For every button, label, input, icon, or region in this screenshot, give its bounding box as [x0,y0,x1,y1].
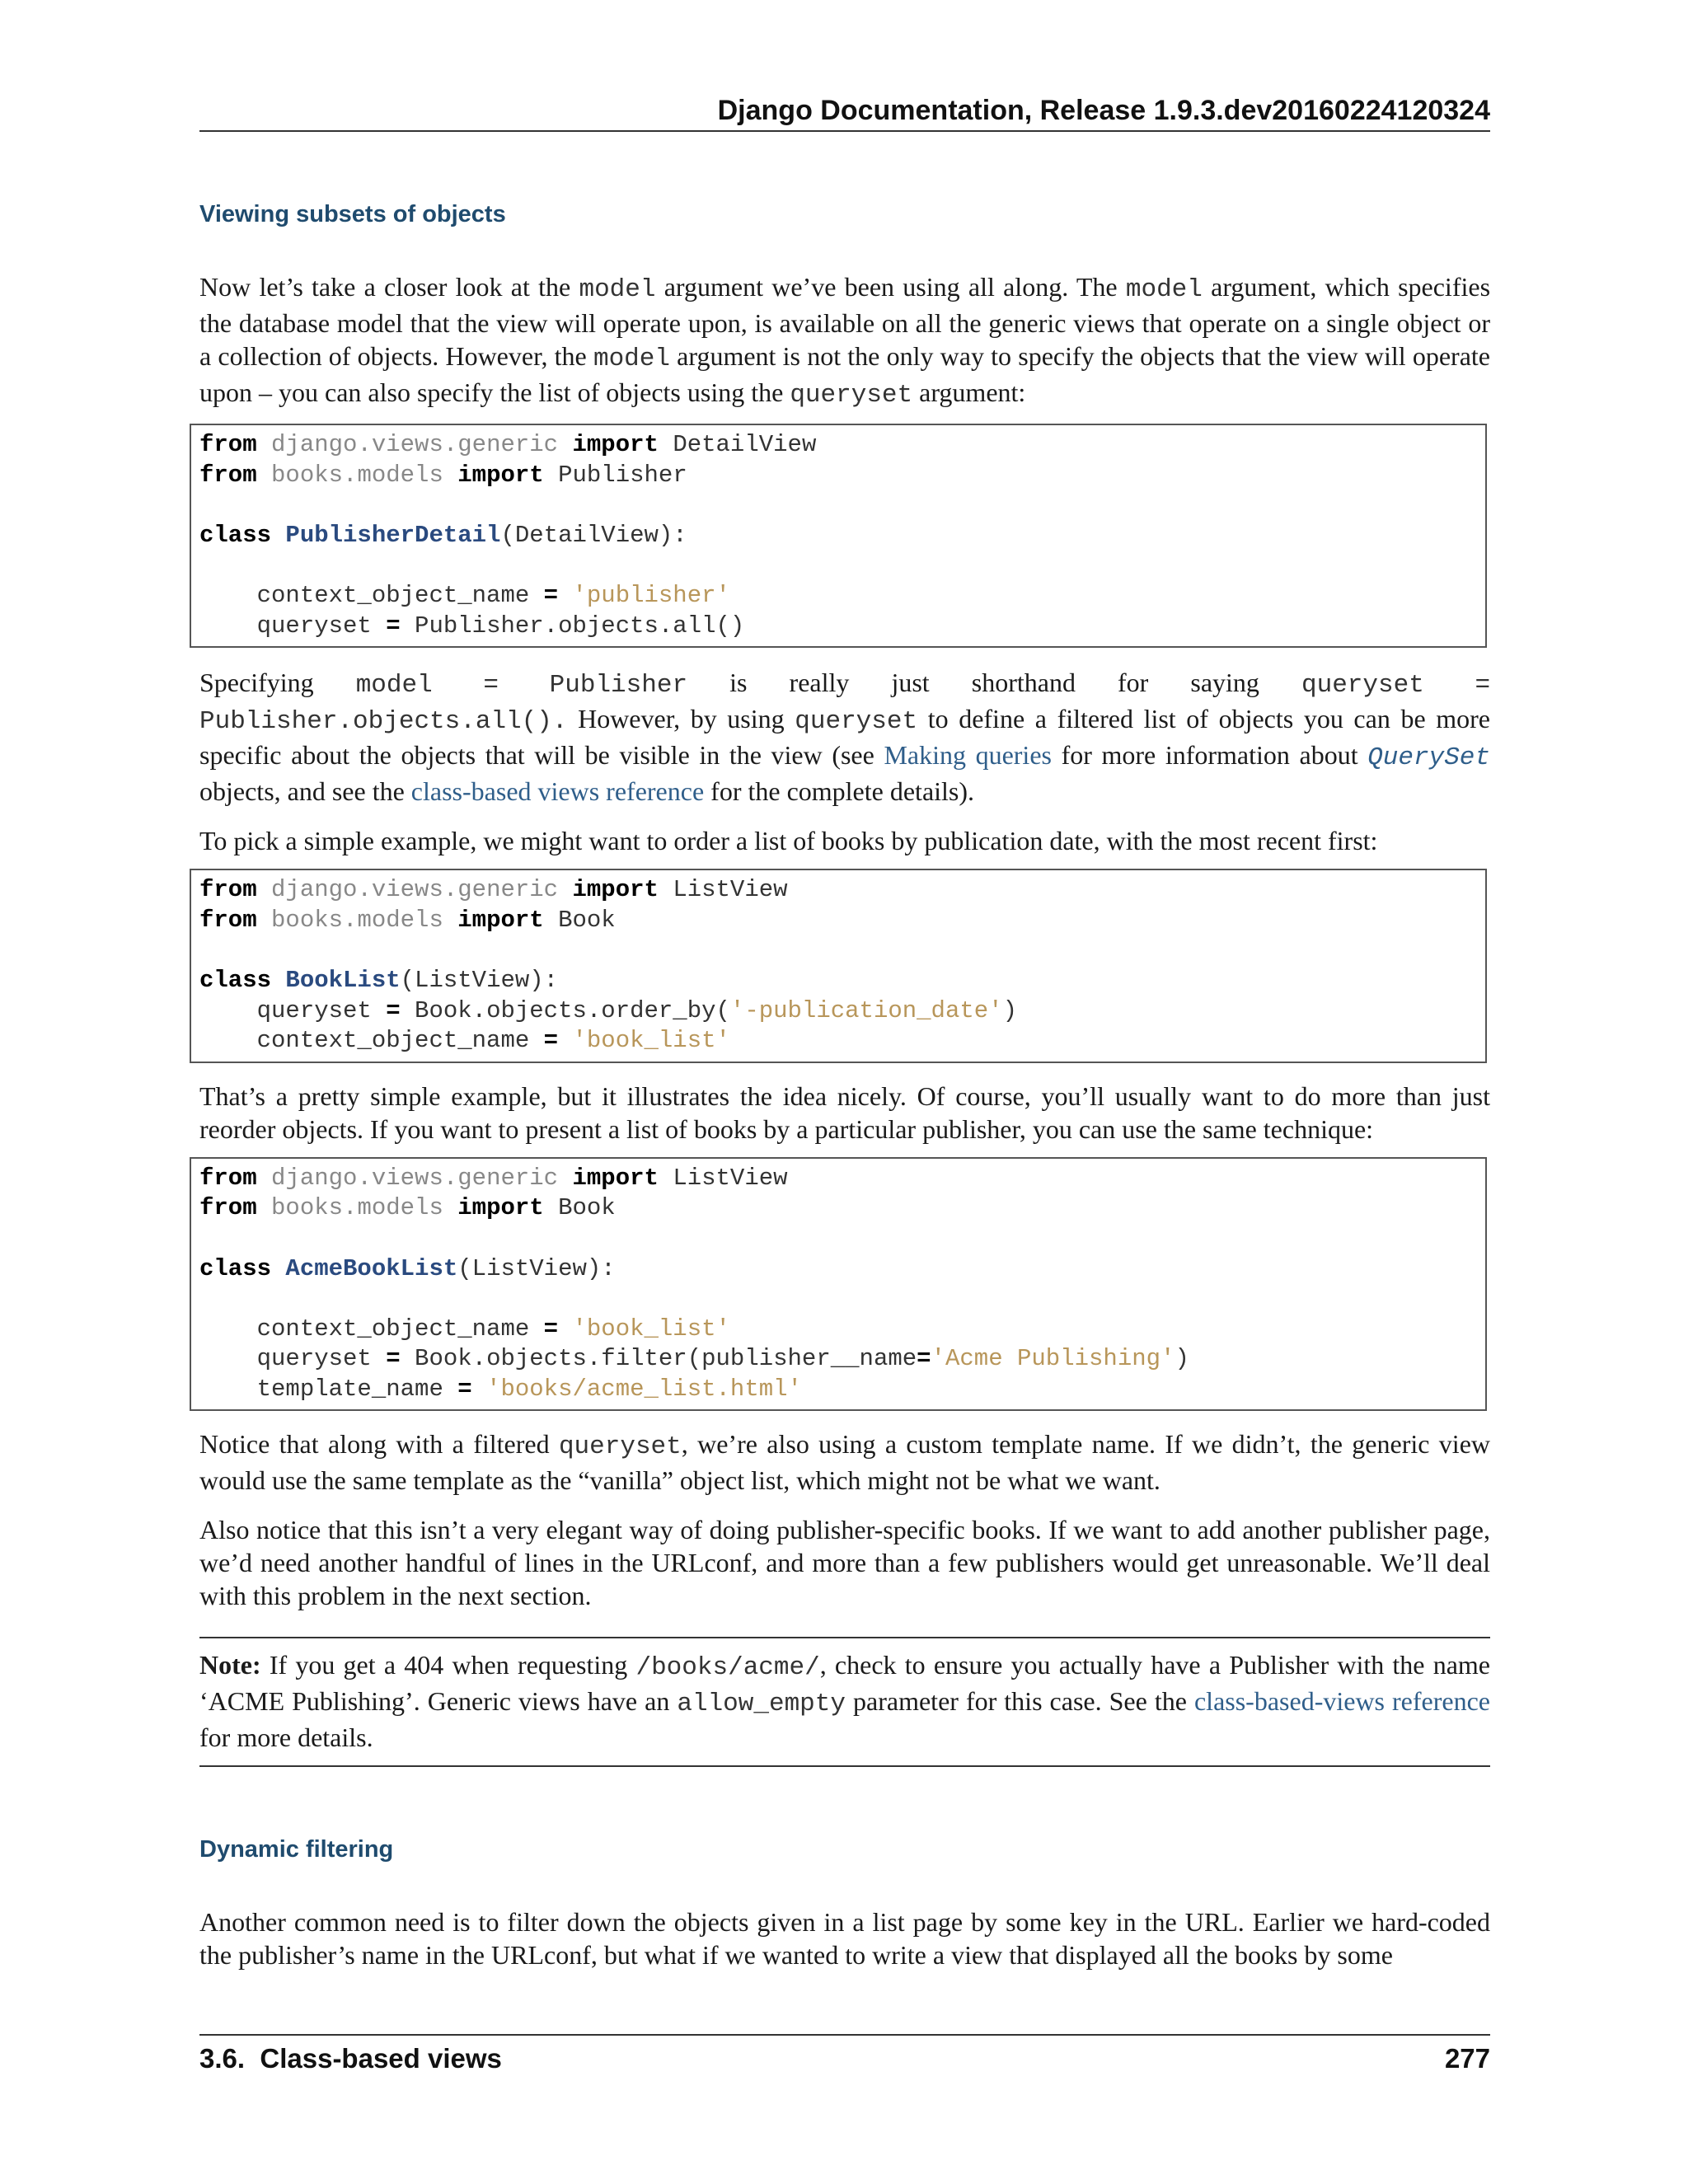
code-line [199,875,1477,906]
code-string: 'books/acme_list.html' [471,1375,802,1403]
code-operator: = [543,1027,559,1055]
inline-code: queryset [558,1432,682,1462]
queryset-link[interactable]: QuerySet [1367,743,1491,773]
paragraph-model-argument [199,270,1490,412]
code-text: context_object_name [199,581,544,609]
code-keyword: import [572,431,659,458]
code-module: django.views.generic [256,1164,573,1192]
code-line [199,906,1477,936]
text: However, by using [567,704,795,734]
code-text: context_object_name [199,1027,544,1055]
inline-code: queryset = [1301,671,1491,701]
code-keyword: class [199,1254,272,1282]
footer-section-title: 3.6. Class-based views [199,2043,502,2074]
section-heading-dynamic-filtering: Dynamic filtering [199,1836,394,1863]
text: argument we’ve been using all along. The [655,272,1126,302]
text: to define a filtered list of objects you can be more specific about the objects that will be visible in the view (see [199,704,1491,771]
inline-code: queryset [790,381,913,410]
code-line [199,996,1477,1027]
paragraph-line [199,666,1490,702]
text: for more details. [199,1722,373,1753]
footer-rule [199,2034,1490,2036]
code-keyword: import [457,461,544,489]
word: for [1118,668,1149,698]
text: objects, and see the [199,776,411,807]
code-line [199,461,1477,491]
code-keyword: import [457,1194,544,1222]
code-keyword: class [199,966,272,994]
content [199,198,1490,1971]
code-line-blank [199,1224,1477,1254]
text: parameter for this case. See the [846,1686,1194,1717]
text: for the complete details). [704,776,975,807]
code-line [199,521,1477,551]
code-keyword: import [572,876,659,904]
paragraph-dynamic-filtering: Another common need is to filter down the objects given in a list page by some key in the URL. Earlier we hard-coded the publisher’s name in the URLconf, but what if we wanted to write a view that displayed all the books by some [199,1907,1490,1971]
code-text: (DetailView): [500,521,687,549]
text: argument, which specifies the database model that the view will operate upon, is available on all the generic views that operate on a single object or a collection of objects. However, the [199,272,1491,371]
code-keyword: from [199,1194,257,1222]
code-operator: = [917,1345,931,1373]
code-text: ListView [658,876,788,904]
code-string: 'publisher' [558,581,730,609]
code-text: Publisher [543,461,687,489]
word: Specifying [199,668,314,698]
code-line [199,1193,1477,1224]
code-keyword: from [199,876,257,904]
code-keyword: from [199,1164,257,1192]
text: Notice that along with a filtered [199,1429,559,1460]
page-number: 277 [1444,2043,1490,2074]
code-keyword: import [572,1164,659,1192]
code-line [199,1026,1477,1057]
code-module: books.models [256,906,458,934]
code-line [199,612,1477,642]
word: shorthand [971,668,1076,698]
code-line-blank [199,551,1477,581]
paragraph-filtered-queryset [199,1427,1490,1497]
code-line-blank [199,1284,1477,1315]
note-label: Note: [199,1650,261,1680]
code-text: ListView [658,1164,788,1192]
note-box [199,1637,1490,1767]
code-line [199,581,1477,612]
word: really [789,668,850,698]
code-text: template_name [199,1375,458,1403]
code-text: ) [1175,1345,1189,1373]
code-module: django.views.generic [256,876,573,904]
code-text: (ListView): [400,966,559,994]
code-string: 'book_list' [558,1027,730,1055]
code-line [199,1375,1477,1405]
code-text: DetailView [658,431,817,458]
code-class-name: PublisherDetail [285,521,501,549]
paragraph-body [199,702,1490,808]
code-text: Book [543,1194,616,1222]
inline-code: model [579,275,656,304]
text: argument is not the only way to specify the objects that the view will operate upon – you can also specify the list of objects using the [199,341,1491,407]
code-block-book-list [190,869,1487,1063]
code-text: queryset [199,996,387,1024]
code-text: Publisher.objects.all() [400,612,745,640]
text: , check to ensure you actually have a Publisher with the name ‘ACME Publishing’. Generic views have an [199,1650,1491,1717]
text: argument: [912,377,1026,407]
code-text: Book [543,906,616,934]
code-module: books.models [256,1194,458,1222]
running-header: Django Documentation, Release 1.9.3.dev20160224120324 [717,95,1490,126]
header-rule [199,130,1490,132]
code-text: Book.objects.filter(publisher__name [400,1345,917,1373]
code-block-acme-book-list [190,1157,1487,1412]
paragraph-not-elegant: Also notice that this isn’t a very elegant way of doing publisher-specific books. If we want to add another publisher page, we’d need another handful of lines in the URLconf, and more than a few publishers would get unreasonable. We’ll deal with this problem in the next section. [199,1515,1490,1611]
inline-code: model [593,344,670,373]
section-heading-viewing-subsets: Viewing subsets of objects [199,201,506,227]
code-keyword: from [199,431,257,458]
word: just [891,668,930,698]
code-operator: = [543,1315,559,1343]
code-text: queryset [199,612,387,640]
paragraph-simple-example: That’s a pretty simple example, but it illustrates the idea nicely. Of course, you’ll usually want to do more than just reorder objects. If you want to present a list of books by a particular publisher, you can use the same technique: [199,1080,1490,1144]
code-module: books.models [256,461,458,489]
class-based-views-reference-link[interactable]: class-based-views reference [1193,1686,1491,1717]
code-string: 'Acme Publishing' [931,1345,1175,1373]
code-block-publisher-detail [190,424,1487,648]
code-text: context_object_name [199,1315,544,1343]
inline-code: /books/acme/ [635,1653,820,1683]
text: Now let’s take a closer look at the [199,272,579,302]
code-class-name: AcmeBookList [285,1254,458,1282]
code-text: Book.objects.order_by( [400,996,730,1024]
code-line [199,430,1477,461]
code-keyword: import [457,906,544,934]
code-operator: = [386,1345,401,1373]
note-text [199,1648,1490,1754]
inline-code: model = Publisher [355,671,688,701]
inline-code: Publisher.objects.all(). [199,707,568,737]
code-operator: = [543,581,559,609]
text: If you get a 404 when requesting [260,1650,636,1680]
code-string: '-publication_date' [729,996,1003,1024]
word: is [729,668,748,698]
code-string: 'book_list' [558,1315,730,1343]
paragraph-specifying [199,666,1490,808]
code-keyword: from [199,906,257,934]
class-based-views-reference-link[interactable]: class-based views reference [410,776,705,807]
inline-code: allow_empty [677,1690,846,1719]
code-line [199,1254,1477,1285]
word: saying [1190,668,1259,698]
making-queries-link[interactable]: Making queries [884,740,1052,771]
code-text: (ListView): [457,1254,616,1282]
code-operator: = [386,996,401,1024]
inline-code: model [1125,275,1203,304]
inline-code: queryset [795,707,918,737]
code-operator: = [386,612,401,640]
code-text: ) [1002,996,1017,1024]
text: , we’re also using a custom template name. If we didn’t, the generic view would use the same template as the “vanilla” object list, which might not be what we want. [199,1429,1491,1496]
code-line-blank [199,935,1477,966]
code-line [199,1344,1477,1375]
code-line-blank [199,490,1477,521]
code-line [199,966,1477,996]
text: for more information about [1051,740,1368,771]
code-class-name: BookList [285,966,401,994]
paragraph-pick-example: To pick a simple example, we might want to order a list of books by publication date, with the most recent first: [199,826,1378,856]
code-line [199,1164,1477,1194]
code-text: queryset [199,1345,387,1373]
code-operator: = [457,1375,472,1403]
code-line [199,1315,1477,1345]
code-keyword: from [199,461,257,489]
code-module: django.views.generic [256,431,573,458]
code-keyword: class [199,521,272,549]
